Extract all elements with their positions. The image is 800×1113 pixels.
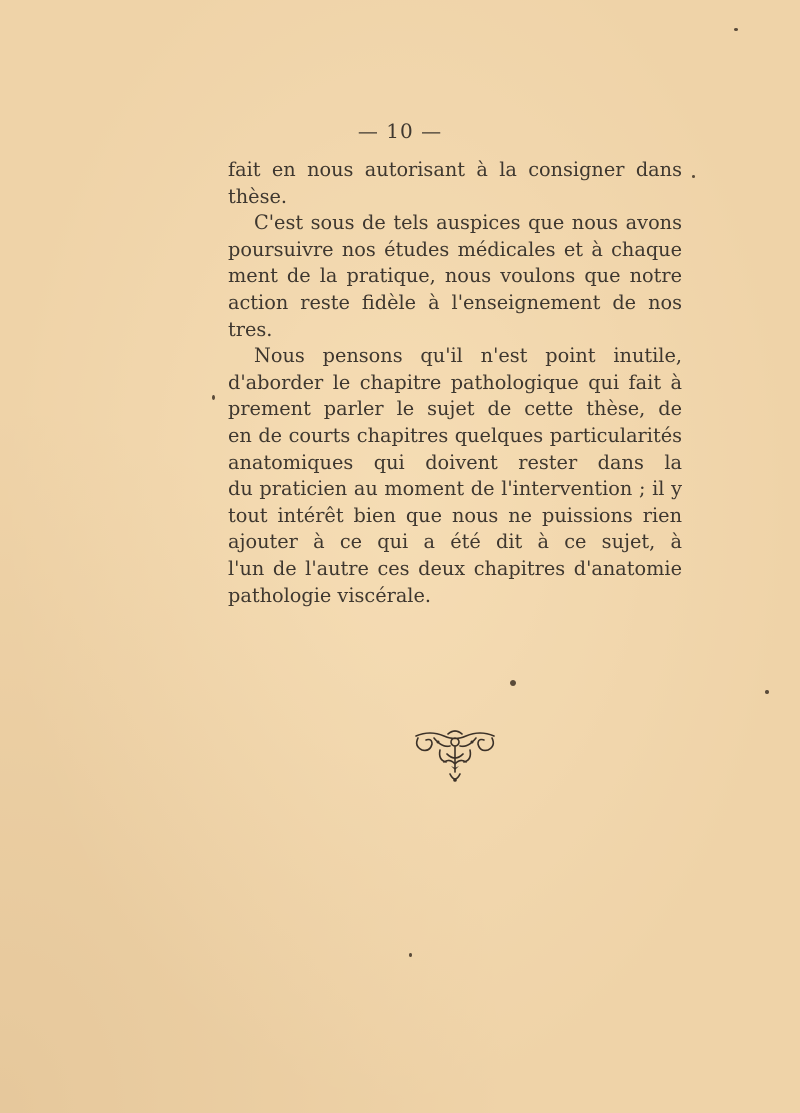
paper-speck	[510, 680, 516, 686]
text-line: poursuivre nos études médicales et à chaque	[228, 237, 682, 261]
paper-speck	[212, 395, 215, 400]
text-line: action reste fidèle à l'enseignement de nos	[228, 290, 682, 314]
text-line: tres.	[228, 317, 273, 341]
text-line: fait en nous autorisant à la consigner dans	[228, 158, 682, 181]
text-line: l'un de l'autre ces deux chapitres d'anatomie	[228, 556, 682, 580]
body-text	[228, 157, 682, 609]
text-line: pathologie viscérale.	[228, 583, 432, 607]
text-line: anatomiques qui doivent rester dans la	[228, 450, 682, 474]
text-line: du praticien au moment de l'intervention ; il y	[228, 477, 682, 501]
page-number: — 10 —	[357, 119, 443, 143]
paper-speck	[734, 28, 738, 31]
text-line: tout intérêt bien que nous ne puissions rien	[228, 503, 682, 527]
fleuron-ornament-icon	[410, 728, 500, 788]
text-line: d'aborder le chapitre pathologique qui fait à	[228, 370, 682, 394]
text-line: thèse.	[228, 184, 288, 208]
paper-speck	[409, 953, 412, 957]
paper-speck	[692, 175, 695, 178]
text-line: en de courts chapitres quelques particularités	[228, 423, 682, 447]
text-line: ment de la pratique, nous voulons que notre	[228, 264, 682, 288]
text-line: Nous pensons qu'il n'est point inutile,	[254, 344, 682, 368]
text-line: prement parler le sujet de cette thèse, de	[228, 397, 682, 421]
text-line: C'est sous de tels auspices que nous avons	[254, 211, 682, 235]
paper-speck	[765, 690, 769, 694]
text-line: ajouter à ce qui a été dit à ce sujet, à	[228, 530, 682, 554]
